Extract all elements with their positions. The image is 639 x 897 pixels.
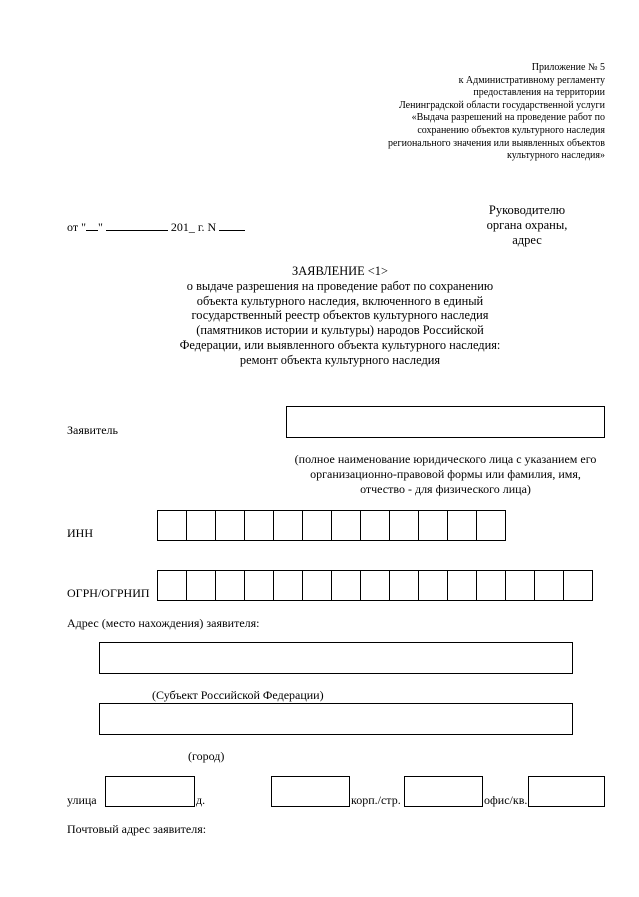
date-prefix: от " bbox=[67, 220, 86, 234]
appendix-line: регионального значения или выявленных объектов bbox=[388, 137, 605, 149]
applicant-hint bbox=[283, 452, 608, 497]
applicant-label: Заявитель bbox=[67, 423, 118, 437]
appendix-line: к Административному регламенту bbox=[458, 74, 605, 86]
inn-cells[interactable] bbox=[157, 510, 505, 541]
ogrn-digit-cell[interactable] bbox=[331, 570, 361, 601]
hint-line: отчество - для физического лица) bbox=[360, 482, 531, 496]
inn-label: ИНН bbox=[67, 526, 93, 540]
month-field[interactable] bbox=[106, 219, 168, 231]
ogrn-digit-cell[interactable] bbox=[476, 570, 506, 601]
ogrn-digit-cell[interactable] bbox=[157, 570, 187, 601]
ogrn-digit-cell[interactable] bbox=[273, 570, 303, 601]
ogrn-digit-cell[interactable] bbox=[505, 570, 535, 601]
inn-digit-cell[interactable] bbox=[302, 510, 332, 541]
inn-digit-cell[interactable] bbox=[215, 510, 245, 541]
street-label: улица bbox=[67, 793, 97, 807]
inn-digit-cell[interactable] bbox=[418, 510, 448, 541]
subject-field[interactable] bbox=[99, 642, 573, 674]
document-title bbox=[140, 264, 540, 368]
address-label: Адрес (место нахождения) заявителя: bbox=[67, 616, 260, 630]
inn-digit-cell[interactable] bbox=[186, 510, 216, 541]
ogrn-digit-cell[interactable] bbox=[360, 570, 390, 601]
appendix-line: «Выдача разрешений на проведение работ по bbox=[411, 112, 605, 124]
inn-digit-cell[interactable] bbox=[273, 510, 303, 541]
ogrn-digit-cell[interactable] bbox=[563, 570, 593, 601]
postal-address-label: Почтовый адрес заявителя: bbox=[67, 822, 207, 836]
office-field[interactable] bbox=[528, 776, 605, 807]
title-line: о выдаче разрешения на проведение работ по сохранению bbox=[186, 278, 494, 293]
title-line: государственный реестр объектов культурного наследия bbox=[191, 308, 489, 323]
inn-digit-cell[interactable] bbox=[389, 510, 419, 541]
recipient-block bbox=[472, 203, 582, 248]
house-label: д. bbox=[196, 793, 206, 807]
subject-hint: (Субъект Российской Федерации) bbox=[152, 688, 324, 702]
appendix-line: сохранению объектов культурного наследия bbox=[417, 124, 605, 136]
city-field[interactable] bbox=[99, 703, 573, 735]
number-field[interactable] bbox=[219, 219, 245, 231]
recipient-line: Руководителю bbox=[488, 203, 566, 217]
appendix-line: культурного наследия» bbox=[507, 150, 605, 162]
title-line: объекта культурного наследия, включенного в единый bbox=[196, 293, 484, 308]
recipient-line: адрес bbox=[512, 233, 542, 247]
ogrn-digit-cell[interactable] bbox=[244, 570, 274, 601]
ogrn-digit-cell[interactable] bbox=[418, 570, 448, 601]
day-field[interactable] bbox=[86, 219, 98, 231]
title-heading: ЗАЯВЛЕНИЕ <1> bbox=[292, 264, 388, 278]
title-line: (памятников истории и культуры) народов Российской bbox=[196, 323, 484, 338]
inn-digit-cell[interactable] bbox=[476, 510, 506, 541]
inn-digit-cell[interactable] bbox=[157, 510, 187, 541]
date-quote-close: " bbox=[97, 220, 103, 234]
street-field[interactable] bbox=[105, 776, 195, 807]
appendix-line: предоставления на территории bbox=[473, 87, 605, 99]
inn-digit-cell[interactable] bbox=[331, 510, 361, 541]
ogrn-digit-cell[interactable] bbox=[302, 570, 332, 601]
appendix-line: Ленинградской области государственной услуги bbox=[398, 99, 605, 111]
inn-digit-cell[interactable] bbox=[360, 510, 390, 541]
title-line: ремонт объекта культурного наследия bbox=[239, 352, 441, 367]
inn-digit-cell[interactable] bbox=[447, 510, 477, 541]
ogrn-digit-cell[interactable] bbox=[186, 570, 216, 601]
inn-digit-cell[interactable] bbox=[244, 510, 274, 541]
city-hint: (город) bbox=[188, 749, 225, 763]
ogrn-digit-cell[interactable] bbox=[534, 570, 564, 601]
year-number-label: 201_ г. N bbox=[170, 220, 217, 234]
ogrn-digit-cell[interactable] bbox=[447, 570, 477, 601]
ogrn-cells[interactable] bbox=[157, 570, 592, 601]
date-number-line bbox=[67, 219, 245, 235]
office-label: офис/кв. bbox=[484, 793, 528, 807]
ogrn-label: ОГРН/ОГРНИП bbox=[67, 586, 150, 600]
building-label: корп./стр. bbox=[351, 793, 401, 807]
ogrn-digit-cell[interactable] bbox=[389, 570, 419, 601]
ogrn-digit-cell[interactable] bbox=[215, 570, 245, 601]
appendix-header bbox=[305, 62, 605, 163]
house-field[interactable] bbox=[271, 776, 350, 807]
title-line: Федерации, или выявленного объекта культурного наследия: bbox=[179, 337, 501, 352]
recipient-line: органа охраны, bbox=[486, 218, 568, 232]
building-field[interactable] bbox=[404, 776, 483, 807]
appendix-line: Приложение № 5 bbox=[531, 62, 605, 73]
applicant-name-field[interactable] bbox=[286, 406, 605, 438]
hint-line: (полное наименование юридического лица с указанием его bbox=[294, 452, 597, 466]
hint-line: организационно-правовой формы или фамилия, имя, bbox=[310, 467, 581, 481]
